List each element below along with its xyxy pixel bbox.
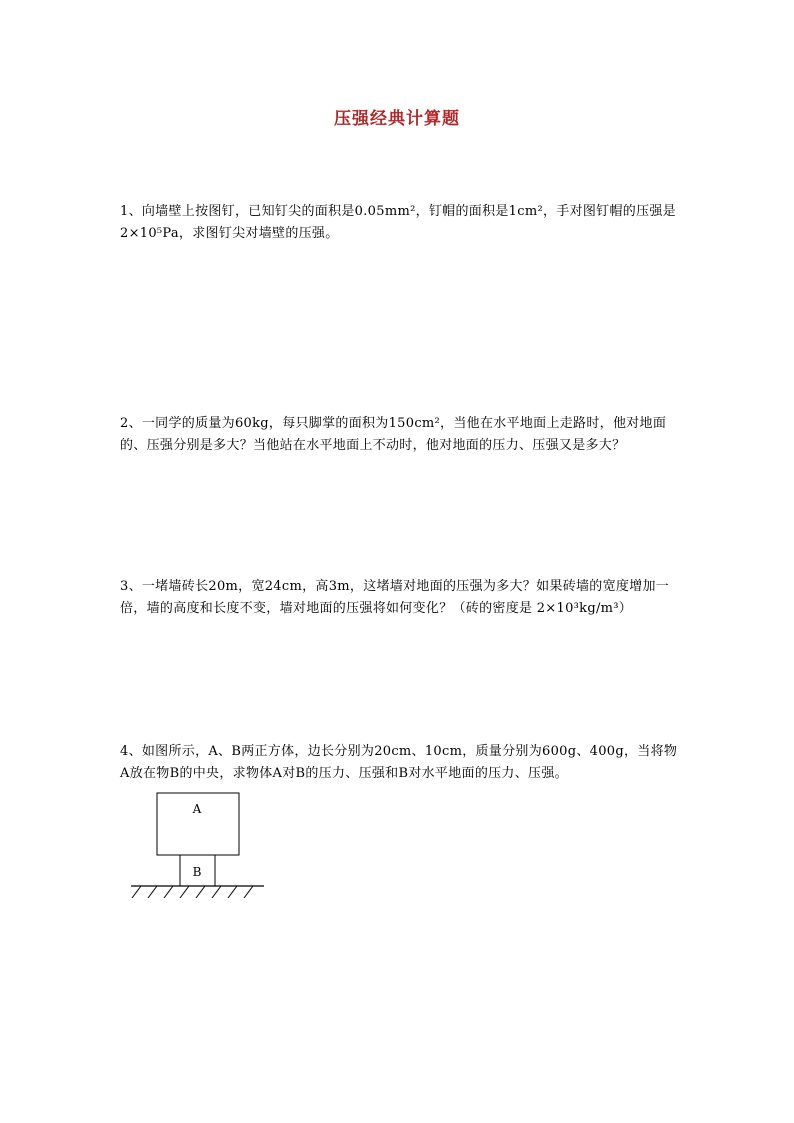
question-4: 4、如图所示，A、B两正方体，边长分别为20cm、10cm，质量分别为600g、400g，当将物A放在物B的中央，求物体A对B的压力、压强和B对水平地面的压力、压强。 [120,744,678,781]
block-b [180,855,215,886]
ground-hatching [132,886,253,898]
block-a-label: A [192,802,202,816]
page-title: 压强经典计算题 [334,109,460,129]
question-3: 3、一堵墙砖长20m，宽24cm，高3m，这堵墙对地面的压强为多大？如果砖墙的宽度增加一倍，墙的高度和长度不变，墙对地面的压强将如何变化？（砖的密度是 2×10³kg/m³） [120,579,670,616]
question-2: 2、一同学的质量为60kg，每只脚掌的面积为150cm²，当他在水平地面上走路时，他对地面的、压强分别是多大？当他站在水平地面上不动时，他对地面的压力、压强又是多大？ [120,416,667,453]
block-b-label: B [192,865,202,879]
question-1: 1、向墙壁上按图钉，已知钉尖的面积是0.05mm²，钉帽的面积是1cm²，手对图钉帽的压强是2×10⁵Pa，求图钉尖对墙壁的压强。 [120,204,676,241]
block-a [157,793,239,855]
